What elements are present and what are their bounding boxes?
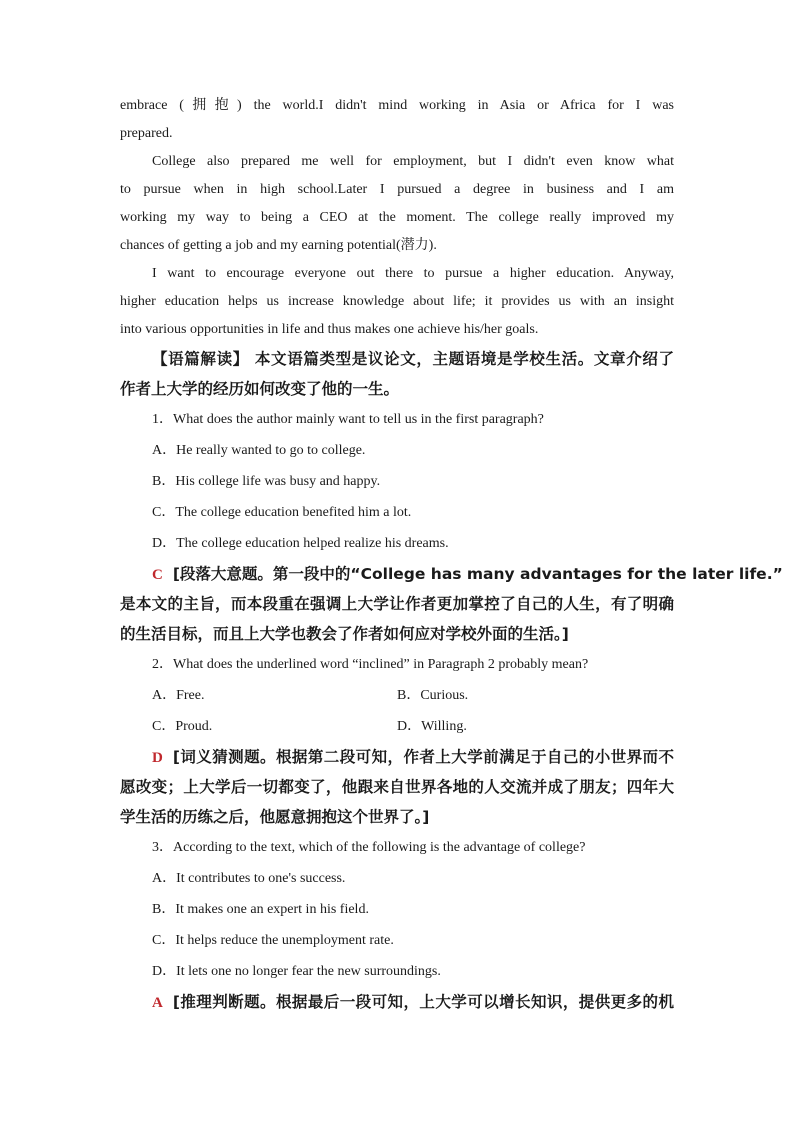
- explanation-line: 愿改变；上大学后一切都变了，他跟来自世界各地的人交流并成了朋友；四年大: [120, 778, 674, 796]
- analysis-line: 【语篇解读】 本文语篇类型是议论文，主题语境是学校生活。文章介绍了: [152, 350, 674, 368]
- option-a: A．He really wanted to go to college.: [152, 443, 366, 458]
- question-text: 1．What does the author mainly want to tell us in the first paragraph?: [152, 412, 544, 427]
- option-c: C．Proud.: [152, 719, 213, 734]
- answer-letter: D: [152, 750, 163, 766]
- option-a: A．It contributes to one's success.: [152, 871, 346, 886]
- passage-line: embrace (拥抱) the world.I didn't mind working in Asia or Africa for I was: [120, 98, 674, 113]
- explanation-line: 是本文的主旨，而本段重在强调上大学让作者更加掌控了自己的人生，有了明确: [120, 595, 674, 613]
- passage: [120, 92, 674, 344]
- option-c: C．It helps reduce the unemployment rate.: [152, 933, 394, 948]
- passage-line: prepared.: [120, 126, 173, 141]
- option-c: C．The college education benefited him a lot.: [152, 505, 412, 520]
- question-2: [120, 649, 674, 832]
- document-page: [120, 92, 783, 1017]
- explanation-line: [120, 742, 674, 772]
- question-1: [120, 404, 783, 649]
- explanation-line: 的生活目标，而且上大学也教会了作者如何应对学校外面的生活。]: [120, 625, 569, 643]
- option-d: D．The college education helped realize his dreams.: [152, 536, 449, 551]
- passage-line: working my way to being a CEO at the moment. The college really improved my: [120, 210, 674, 225]
- answer-letter: A: [152, 995, 163, 1011]
- question-text: 2．What does the underlined word “inclined” in Paragraph 2 probably mean?: [152, 657, 589, 672]
- explanation-text: [词义猜测题。根据第二段可知，作者上大学前满足于自己的小世界而不: [172, 748, 674, 766]
- passage-line: higher education helps us increase knowledge about life; it provides us with an insight: [120, 294, 674, 309]
- option-b: B．Curious.: [397, 688, 469, 703]
- option-b: B．His college life was busy and happy.: [152, 474, 381, 489]
- passage-line: into various opportunities in life and thus makes one achieve his/her goals.: [120, 322, 539, 337]
- explanation-line: 学生活的历练之后，他愿意拥抱这个世界了。]: [120, 808, 430, 826]
- option-b: B．It makes one an expert in his field.: [152, 902, 369, 917]
- passage-line: College also prepared me well for employment, but I didn't even know what: [152, 154, 674, 169]
- passage-line: chances of getting a job and my earning potential(潜力).: [120, 238, 437, 253]
- answer-letter: C: [152, 567, 163, 583]
- analysis-line: 作者上大学的经历如何改变了他的一生。: [120, 380, 400, 398]
- passage-line: to pursue when in high school.Later I pursued a degree in business and I am: [120, 182, 674, 197]
- option-row: [120, 711, 674, 742]
- option-row: [120, 680, 674, 711]
- option-d: D．Willing.: [397, 719, 467, 734]
- passage-line: I want to encourage everyone out there to pursue a higher education. Anyway,: [152, 266, 674, 281]
- explanation-text: [段落大意题。第一段中的“College has many advantages for the later life.”: [172, 565, 783, 583]
- option-d: D．It lets one no longer fear the new surroundings.: [152, 964, 441, 979]
- explanation-text: [推理判断题。根据最后一段可知，上大学可以增长知识，提供更多的机: [172, 993, 674, 1011]
- question-3: [120, 832, 674, 1017]
- explanation-line: [120, 987, 674, 1017]
- passage-analysis: [120, 344, 674, 404]
- question-text: 3．According to the text, which of the following is the advantage of college?: [152, 840, 586, 855]
- option-a: A．Free.: [152, 688, 205, 703]
- explanation-line: [120, 559, 783, 589]
